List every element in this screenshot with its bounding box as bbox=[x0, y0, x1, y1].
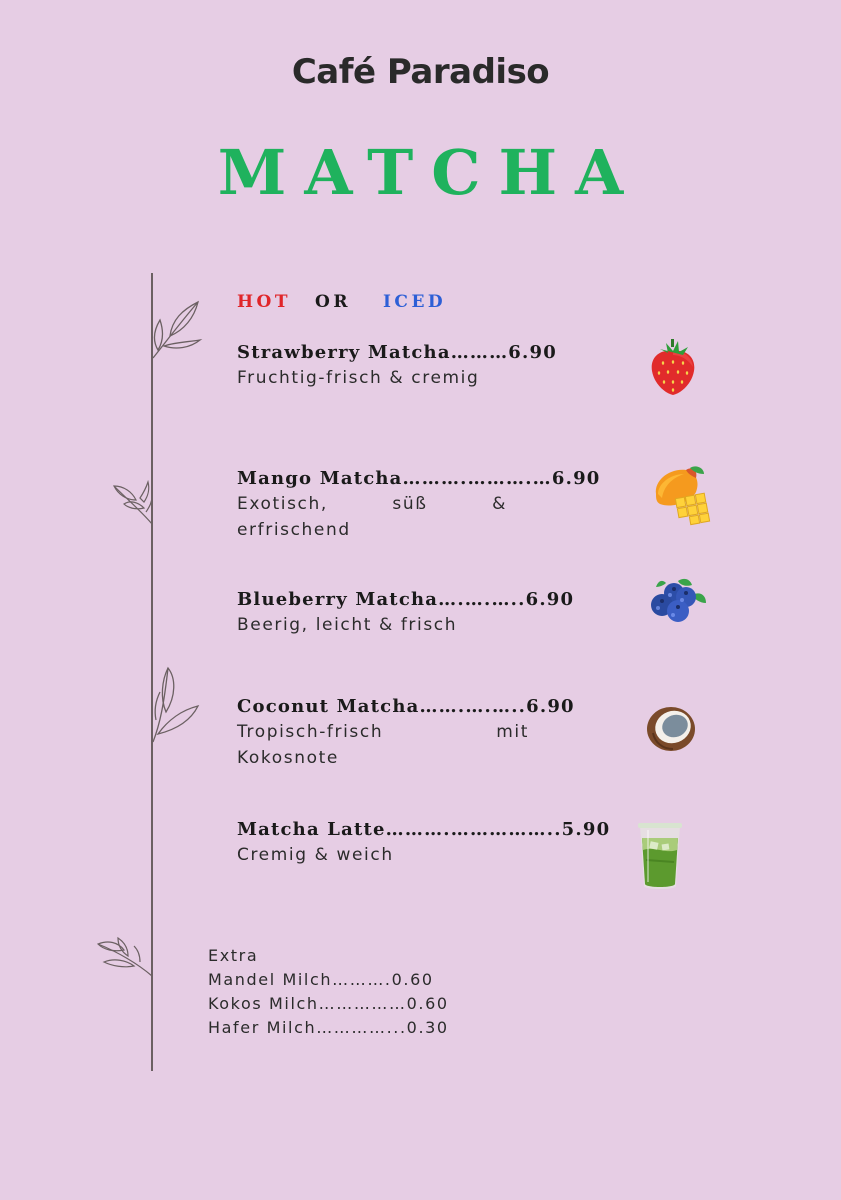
item-description: Tropisch-frisch mit Kokosnote bbox=[237, 722, 529, 768]
page-title: MATCHA bbox=[217, 136, 642, 209]
temperature-options bbox=[237, 292, 446, 312]
leaf-branch-icon bbox=[150, 298, 205, 360]
item-description: Fruchtig-frisch & cremig bbox=[237, 368, 480, 388]
item-name: Matcha Latte……….……………..5.90 bbox=[237, 819, 611, 840]
leaf-branch-icon bbox=[150, 664, 202, 744]
menu-item-blueberry-matcha bbox=[237, 589, 597, 638]
extra-mandel-milch: Mandel Milch……….0.60 bbox=[208, 970, 434, 989]
item-name: Coconut Matcha…….….…..6.90 bbox=[237, 696, 575, 717]
menu-item-strawberry-matcha bbox=[237, 342, 597, 391]
extra-kokos-milch: Kokos Milch……………0.60 bbox=[208, 994, 449, 1013]
item-name: Strawberry Matcha………6.90 bbox=[237, 342, 557, 363]
or-label: OR bbox=[315, 292, 351, 312]
menu-item-matcha-latte bbox=[237, 819, 611, 868]
iced-label: ICED bbox=[382, 292, 447, 312]
extras-heading: Extra bbox=[208, 946, 259, 965]
leaf-branch-icon bbox=[94, 934, 154, 980]
item-name: Blueberry Matcha….….…..6.90 bbox=[237, 589, 575, 610]
matcha-latte-icon bbox=[636, 820, 684, 892]
coconut-icon bbox=[645, 703, 699, 753]
item-name: Mango Matcha……….……….…6.90 bbox=[237, 468, 601, 489]
strawberry-icon bbox=[648, 337, 698, 397]
leaf-branch-icon bbox=[110, 478, 156, 528]
item-description: Beerig, leicht & frisch bbox=[237, 615, 458, 635]
menu-item-mango-matcha bbox=[237, 468, 601, 543]
item-description: Cremig & weich bbox=[237, 845, 394, 865]
extras-section bbox=[208, 944, 449, 1040]
cafe-name: Café Paradiso bbox=[291, 52, 550, 92]
hot-label: HOT bbox=[237, 292, 292, 312]
blueberry-icon bbox=[648, 575, 708, 627]
mango-icon bbox=[650, 464, 716, 526]
item-description: Exotisch, süß & erfrischend bbox=[237, 494, 507, 540]
extra-hafer-milch: Hafer Milch…………...0.30 bbox=[208, 1018, 449, 1037]
menu-item-coconut-matcha bbox=[237, 696, 597, 771]
